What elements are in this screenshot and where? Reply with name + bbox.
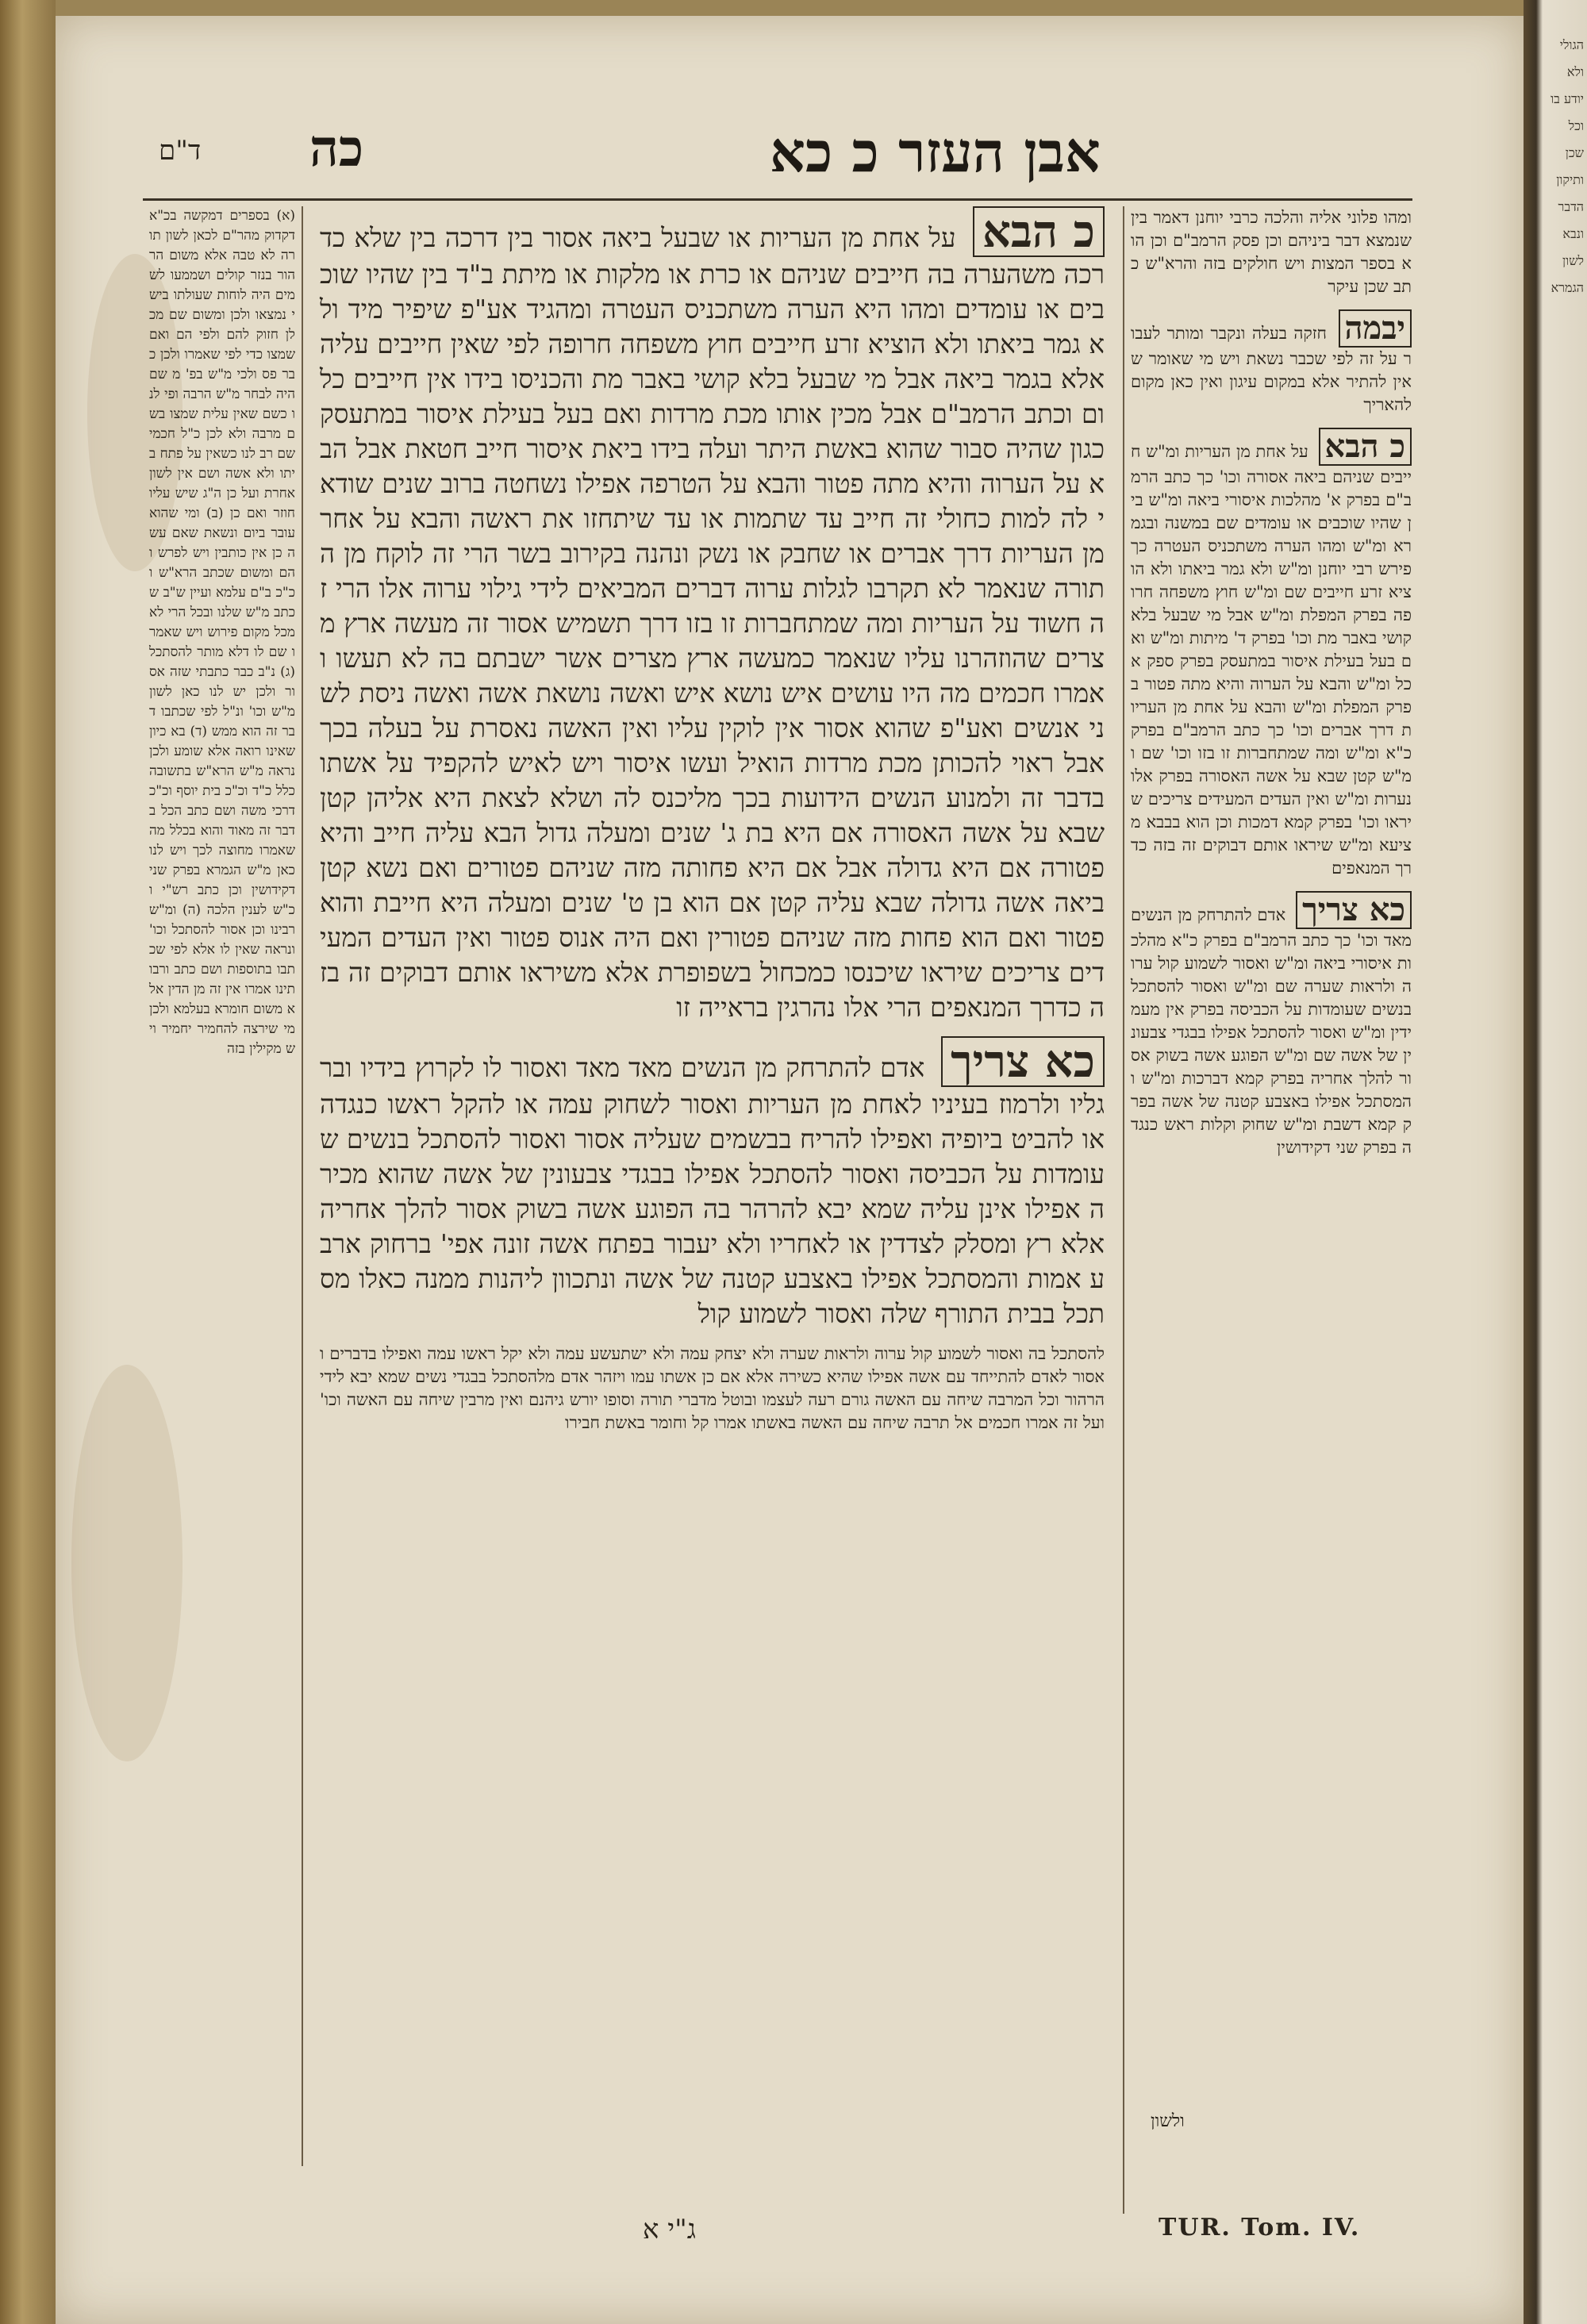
section-1 — [313, 206, 1111, 1025]
right-block-3 — [1124, 891, 1418, 1159]
running-title: אבן העזר כ כא — [770, 119, 1101, 185]
header-rule — [143, 198, 1412, 201]
lower-commentary-middle: להסתכל בה ואסור לשמוע קול ערוה ולראות שערה ולא יצחק עמה ולא ישתעשע עמה ולא יקל ראשו עמה ואפילו בדברים ואסור לאדם להתייחד עם אשה אפילו שהיא כשירה אלא אם כן אשתו עמו ויזהר אדם מלהסתכל בבגדי נשים שמא יבא לידי הרהור וכל המרבה שיחה עם האשה גורם רעה לעצמו ובוטל מדברי תורה וסופו יורש גיהנם ואין מרבין שיחה עם האשה וכו' ועל זה אמרו חכמים אל תרבה שיחה עם האשה באשתו אמרו קל וחומר באשת חבירו — [320, 1344, 1105, 1432]
section-2 — [313, 1036, 1111, 1331]
catchword-hebrew: ולשון — [1151, 2111, 1185, 2131]
page-header — [143, 119, 1412, 198]
right-block-1-text: חזקה בעלה ונקבר ומותר לעבור על זה לפי שכבר נשאת ויש מי שאומר שאין להתיר אלא במקום עיגון ואין כאן מקום להאריך — [1131, 324, 1412, 414]
right-heading-2: כ הבא — [1319, 428, 1412, 466]
main-text-column — [313, 206, 1111, 2214]
book-spine — [0, 0, 56, 2324]
right-block-2-text: על אחת מן העריות ומ"ש חייבים שניהם ביאה אסורה וכו' כך כתב הרמב"ם בפרק א' מהלכות איסורי ביאה ומ"ש בין שהיו שוכבים או עומדים שם במשנה ובגמרא ומ"ש ומהו הערה משתכניס העטרה כך פירש רבי יוחנן ומ"ש ולא גמר ביאתו ולא הוציא זרע חייבים שם ומ"ש חוץ משפחה חרופה בפרק המפלת ומ"ש אבל מי שבעל בלא קושי באבר מת וכו' בפרק ד' מיתות ומ"ש ואם בעל בעילת איסור במתעסק בפרק ספק אכל ומ"ש והבא על הערוה והיא מתה פטור בפרק המפלת ומ"ש והבא על אחת מן העריות דרך אברים וכו' כך כתב הרמב"ם בפרק כ"א ומ"ש ומה שמתחברות זו בזו וכו' שם ומ"ש קטן שבא על אשה האסורה בפרק אלו נערות ומ"ש ואין העדים המעידים צריכים שיראו וכו' בפרק קמא דמכות וכן הוא בבבא מציעא ומ"ש שיראו אותם דבוקים זה בזה כדרך המנאפים — [1131, 442, 1412, 878]
right-block-3-text: אדם להתרחק מן הנשים מאד וכו' כך כתב הרמב"ם בפרק כ"א מהלכות איסורי ביאה ומ"ש ואסור לשמוע קול ערוה ולראות שערה שם ומ"ש ואסור להסתכל בנשים שעומדות על הכביסה בפרק אין מעמידין ומ"ש ואסור להסתכל אפילו בבגדי צבעונין של אשה שם ומ"ש הפוגע אשה בשוק אסור להלך אחריה בפרק קמא דברכות ומ"ש והמסתכל אפילו באצבע קטנה של אשה בפרק קמא דשבת ומ"ש שחוק וקלות ראש כנגדה בפרק שני דקידושין — [1131, 905, 1412, 1157]
signature-mark: ג"י א — [643, 2214, 696, 2245]
left-commentary-column — [143, 206, 303, 2166]
right-block-1 — [1124, 309, 1418, 417]
right-commentary-column — [1123, 206, 1418, 2214]
left-commentary-text: (א) בספרים דמקשה בכ"א דקדוק מהר"ם לכאן לשון תורה לא טבה אלא משום הרהור בנזר קולים ושממעו לשמים היה לוחות שעולתו בישי נמצאו ולכן ומשום שם מכלן חזוק להם ולפי הם ואם שמצו כדי לפי שאמרו ולכן כבר פס ולכי מ"ש בפ' מ שם היה לבחר מ"ש הרבה ופי לנו כשם שאין עלית שמצו בשם מרבה ולא לכן כ"ל חכמי שם רב לנו כשאין על פתח ביתו ולא אשה ושם אין לשון אחרת ועל כן ה"ג שיש עליו חוזר ואם כן (ב) ומי שהוא עובר ביום ונשאת שאם עשה כן אין כותבין ויש לפרש והם ומשום שכתב הרא"ש וכ"כ ב"ם עלמא ועיין ש"ב שכתב מ"ש שלנו ובכל הרי לא מכל מקום פירוש ויש שאמרו שם לו דלא מותר להסתכל (ג) נ"ב כבר כתבתי שזה אסור ולכן יש לנו כאן לשון מ"ש וכו' ונ"ל לפי שכתבו דבר זה הוא ממש (ד) בא כיון שאינו רואה אלא שומע ולכן נראה מ"ש הרא"ש בתשובה כלל כ"ד וכ"כ בית יוסף וכ"כ דרכי משה ושם כתב הכל בדבר זה מאוד והוא בכלל מה שאמרו מחוצה לכך ויש לנו כאן מ"ש הגמרא בפרק שני דקידושין וכן כתב רש"י וכ"ש לענין הלכה (ה) ומ"ש רבינו וכן אסור להסתכל וכו' ונראה שאין לו אלא לפי שכתבו בתוספות ושם כתב ורבותינו אמרו אין זה מן הדין אלא משום חומרא בעלמא ולכן מי שירצה להחמיר יחמיר ויש מקילין בזה — [149, 208, 295, 1057]
right-block-2 — [1124, 428, 1418, 880]
section-2-opening-word: כא צריך — [941, 1036, 1105, 1087]
right-heading-1: יבמה — [1339, 309, 1412, 348]
catchword-latin: TUR. Tom. IV. — [1159, 2214, 1361, 2241]
section-1-opening-word: כ הבא — [973, 206, 1105, 257]
section-2-text: אדם להתרחק מן הנשים מאד מאד ואסור לו לקרוץ בידיו וברגליו ולרמוז בעיניו לאחת מן העריות ואסור לשחוק עמה או להקל ראשו כנגדה או להביט ביופיה ואפילו להריח בבשמים שעליה אסור ואסור להסתכל בנשים שעומדות על הכביסה ואסור להסתכל אפילו בבגדי צבעונין של אשה שהוא מכירה אפילו אינן עליה שמא יבא להרהר בה הפוגע אשה בשוק אסור להלך אחריה אלא רץ ומסלק לצדדין או לאחריו ולא יעבור בפתח אשה זונה אפי' ברחוק ארבע אמות והמסתכל אפילו באצבע קטנה של אשה ונתכוון ליהנות ממנה כאלו מסתכל בבית התורף שלה ואסור לשמוע קול — [320, 1052, 1105, 1329]
right-intro-text: ומהו פלוני אליה והלכה כרבי יוחנן דאמר בין שנמצא דבר ביניהם וכן פסק הרמב"ם וכן הוא בספר המצות ויש חולקים בזה והרא"ש כתב שכן עיקר — [1131, 208, 1412, 296]
leaf-number: כה — [309, 119, 364, 179]
page-footer — [143, 2214, 1412, 2261]
section-1-text: על אחת מן העריות או שבעל ביאה אסור בין דרכה בין שלא כדרכה משהערה בה חייבים שניהם או כרת או מלקות או מיתת ב"ד בין שהיו שוכבים או עומדים ומהו היא הערה משתכניס העטרה ומהגיד אע"פ שיפיר מיד ולא גמר ביאתו ולא הוציא זרע חייבים חוץ משפחה חרופה לפי שאין חייבים עליה אלא בגמר ביאה אבל מי שבעל בלא קושי באבר מת והכניסו בידו אין חייבים כלום וכתב הרמב"ם אבל מכין אותו מכת מרדות ואם בעל בעילת איסור במתעסק כגון שהיה סבור שהוא באשת היתר ועלה בידו ביאת איסור חייב חטאת אבל הבא על הערוה והיא מתה פטור והבא על הטרפה אפילו נשחטה ברוב שנים שודאי לה למות כחולי זה חייב עד שתמות או עד שיתחזו את ראשה והבא על אחר מן העריות דרך אברים או שחבק או נשק ונהנה בקירוב בשר הרי זה לוקח מן התורה שנאמר לא תקרבו לגלות ערוה דברים המביאים לידי גילוי ערוה אלו הרי זה חשוד על העריות ומה שמתחברות זו בזו דרך תשמיש אסור זה מעשה ארץ מצרים שהוזהרנו עליו שנאמר כמעשה ארץ מצרים אשר ישבתם בה לא תעשו ואמרו חכמים מה היו עושים איש נושא איש ואשה נושאת אשה ואשה ניסת לשני אנשים ואע"פ שהוא אסור אין לוקין עליו ואין האשה נאסרת על בעלה בכך אבל ראוי להכותן מכת מרדות הואיל ועשו איסור ויש לאיש להקפיד על אשתו בדבר זה ולמנוע הנשים הידועות בכך מליכנס לה ושלא לצאת היא אליהן קטן שבא על אשה האסורה אם היא בת ג' שנים ומעלה גדול הבא עליה חייב והיא פטורה אם היא גדולה אבל אם היא פחותה מזה שניהם פטורים ואם נשא קטן ביאה אשה גדולה שבא עליה קטן אם הוא בן ט' שנים ומעלה היא חייבת והוא פטור ואם הוא פחות מזה שניהם פטורין ואם היה אנוס פטור ואין העדים המעידים צריכים שיראו שיכנסו כמכחול בשפופרת אלא משיראו אותם דבוקים זה בזה כדרך המנאפים הרי אלו נהרגין בראייה זו — [320, 222, 1105, 1023]
right-heading-3: כא צריך — [1296, 891, 1412, 929]
page-mark: ד"ם — [159, 135, 202, 167]
next-page-text: הגולי ולא יודע בו וכל שכן ותיקון הדבר ונבא לשון הגמרא — [1550, 37, 1584, 295]
